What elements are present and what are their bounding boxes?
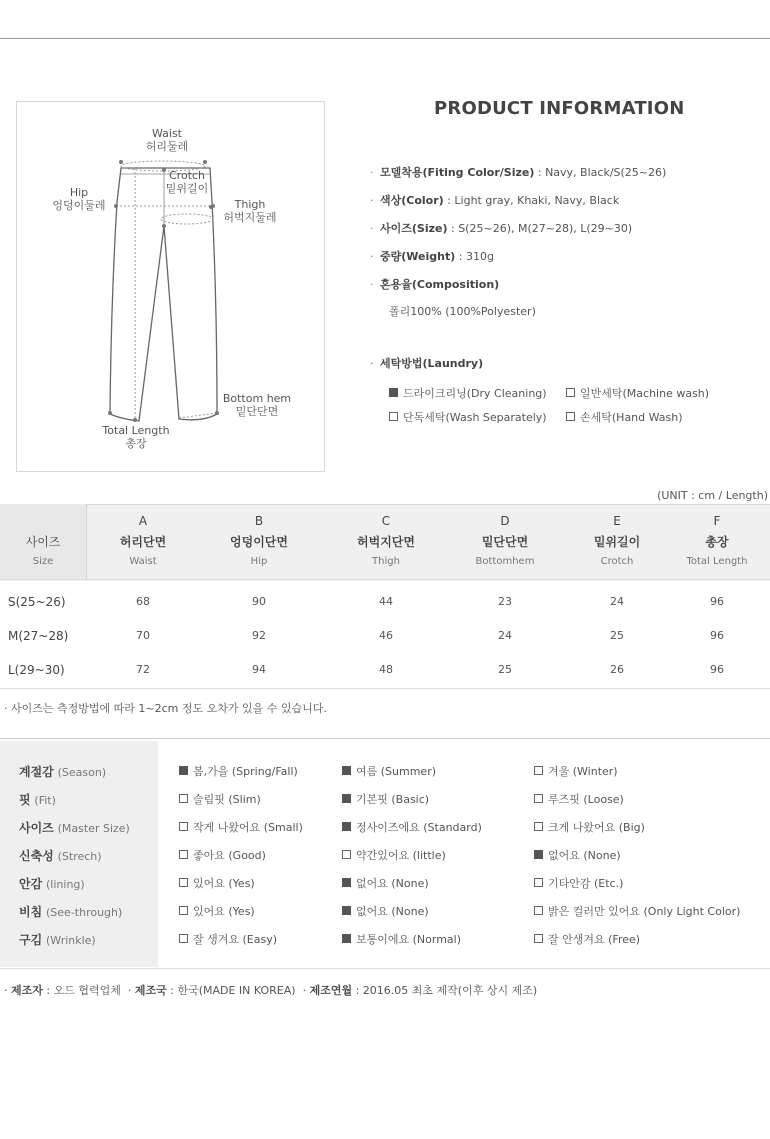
checkbox-icon bbox=[342, 766, 351, 775]
column-header-en: Bottomhem bbox=[475, 556, 535, 567]
table-cell: 96 bbox=[710, 629, 724, 642]
info-laundry: · 세탁방법(Laundry) bbox=[370, 357, 484, 370]
checkbox-icon bbox=[534, 794, 543, 803]
attribute-label bbox=[19, 931, 96, 948]
attribute-option bbox=[534, 791, 624, 807]
table-divider bbox=[0, 579, 770, 580]
row-size-label: L(29~30) bbox=[8, 663, 65, 677]
checkbox-icon bbox=[342, 878, 351, 887]
total-length-label: Total Length 총장 bbox=[102, 424, 170, 450]
checkbox-icon bbox=[534, 878, 543, 887]
table-cell: 24 bbox=[610, 595, 624, 608]
attribute-name-ko: 비침 bbox=[19, 905, 43, 919]
attribute-label bbox=[19, 791, 56, 808]
checkbox-icon bbox=[342, 934, 351, 943]
option-label: 있어요 (Yes) bbox=[193, 877, 255, 890]
attribute-option bbox=[179, 819, 303, 835]
top-divider bbox=[0, 38, 770, 39]
checkbox-icon bbox=[534, 906, 543, 915]
attribute-label bbox=[19, 763, 106, 780]
attribute-option bbox=[342, 763, 436, 779]
column-header-ko: 허벅지단면 bbox=[357, 535, 415, 549]
attribute-name-en: (Fit) bbox=[34, 794, 56, 807]
info-composition: · 혼용율(Composition) bbox=[370, 278, 500, 291]
attribute-name-ko: 구김 bbox=[19, 933, 43, 947]
attribute-option bbox=[179, 763, 298, 779]
table-cell: 46 bbox=[379, 629, 393, 642]
waist-label: Waist 허리둘레 bbox=[145, 127, 189, 153]
checkbox-icon bbox=[179, 766, 188, 775]
attribute-name-ko: 핏 bbox=[19, 793, 31, 807]
checkbox-icon bbox=[179, 906, 188, 915]
attribute-name-en: (lining) bbox=[46, 878, 85, 891]
option-label: 없어요 (None) bbox=[356, 877, 429, 890]
attributes-top-divider bbox=[0, 738, 770, 739]
option-label: 기타안감 (Etc.) bbox=[548, 877, 624, 890]
attribute-option bbox=[342, 791, 429, 807]
option-label: 밝은 컬러만 있어요 (Only Light Color) bbox=[548, 905, 741, 918]
measurement-diagram bbox=[16, 101, 325, 472]
checkbox-icon bbox=[179, 878, 188, 887]
checkbox-icon bbox=[179, 850, 188, 859]
attribute-option bbox=[534, 903, 740, 919]
option-label: 잘 생겨요 (Easy) bbox=[193, 933, 278, 946]
unit-label: (UNIT : cm / Length) bbox=[657, 489, 768, 502]
checkbox-icon bbox=[179, 822, 188, 831]
attribute-option bbox=[342, 903, 429, 919]
attribute-name-en: (See-through) bbox=[46, 906, 123, 919]
laundry-hand-wash: 손세탁(Hand Wash) bbox=[566, 409, 683, 425]
option-label: 없어요 (None) bbox=[356, 905, 429, 918]
column-header-ko: 엉덩이단면 bbox=[230, 535, 288, 549]
attribute-name-en: (Master Size) bbox=[57, 822, 130, 835]
attribute-name-ko: 신축성 bbox=[19, 849, 54, 863]
attributes-bottom-divider bbox=[0, 968, 770, 969]
column-header-en: Waist bbox=[129, 556, 157, 567]
option-label: 크게 나왔어요 (Big) bbox=[548, 821, 645, 834]
attribute-name-en: (Wrinkle) bbox=[46, 934, 96, 947]
column-header-en: Crotch bbox=[600, 556, 634, 567]
attribute-option bbox=[534, 931, 640, 947]
attribute-option bbox=[342, 847, 446, 863]
column-letter: B bbox=[254, 514, 264, 528]
option-label: 좋아요 (Good) bbox=[193, 849, 266, 862]
maker-value: : 오드 협력업체 bbox=[46, 984, 121, 997]
attribute-option bbox=[179, 875, 255, 891]
table-cell: 44 bbox=[379, 595, 393, 608]
column-letter: C bbox=[381, 514, 391, 528]
column-header-en: Hip bbox=[250, 556, 268, 567]
column-header-en: Thigh bbox=[372, 556, 400, 567]
option-label: 기본핏 (Basic) bbox=[356, 793, 430, 806]
table-cell: 72 bbox=[136, 663, 150, 676]
table-cell: 92 bbox=[252, 629, 266, 642]
info-weight: · 중량(Weight) : 310g bbox=[370, 250, 494, 263]
row-size-label: M(27~28) bbox=[8, 629, 69, 643]
option-label: 루즈핏 (Loose) bbox=[548, 793, 624, 806]
table-cell: 48 bbox=[379, 663, 393, 676]
checkbox-icon bbox=[342, 906, 351, 915]
option-label: 여름 (Summer) bbox=[356, 765, 437, 778]
checkbox-icon bbox=[534, 822, 543, 831]
option-label: 슬림핏 (Slim) bbox=[193, 793, 261, 806]
option-label: 약간있어요 (little) bbox=[356, 849, 446, 862]
attribute-option bbox=[342, 931, 461, 947]
table-cell: 70 bbox=[136, 629, 150, 642]
bottom-hem-label: Bottom hem 밑단단면 bbox=[222, 392, 292, 418]
option-label: 있어요 (Yes) bbox=[193, 905, 255, 918]
table-cell: 90 bbox=[252, 595, 266, 608]
checkbox-icon bbox=[534, 934, 543, 943]
country-key: 제조국 bbox=[134, 984, 167, 997]
info-size: · 사이즈(Size) : S(25~26), M(27~28), L(29~30) bbox=[370, 222, 633, 235]
column-header-ko: 총장 bbox=[705, 535, 729, 549]
checkbox-icon bbox=[179, 794, 188, 803]
size-header-en: Size bbox=[32, 556, 54, 567]
attribute-option bbox=[534, 819, 645, 835]
table-cell: 25 bbox=[498, 663, 512, 676]
checkbox-icon bbox=[389, 412, 398, 421]
checkbox-icon bbox=[342, 794, 351, 803]
attribute-option bbox=[534, 847, 621, 863]
attribute-name-en: (Strech) bbox=[57, 850, 102, 863]
attribute-option bbox=[179, 903, 255, 919]
size-header-ko: 사이즈 bbox=[25, 535, 61, 549]
table-bottom-divider bbox=[0, 688, 770, 689]
thigh-label: Thigh 허벅지둘레 bbox=[223, 198, 277, 224]
attribute-option bbox=[179, 931, 277, 947]
checkbox-icon bbox=[566, 388, 575, 397]
column-letter: A bbox=[138, 514, 148, 528]
option-label: 보통이에요 (Normal) bbox=[356, 933, 462, 946]
checkbox-icon bbox=[389, 388, 398, 397]
attribute-name-ko: 계절감 bbox=[19, 765, 54, 779]
option-label: 없어요 (None) bbox=[548, 849, 621, 862]
column-letter: F bbox=[713, 514, 721, 528]
info-color: · 색상(Color) : Light gray, Khaki, Navy, Black bbox=[370, 194, 620, 207]
hip-label: Hip 엉덩이둘레 bbox=[52, 186, 106, 212]
attribute-name-en: (Season) bbox=[57, 766, 107, 779]
maker-key: 제조자 bbox=[11, 984, 43, 997]
laundry-machine-wash: 일반세탁(Machine wash) bbox=[566, 385, 709, 401]
table-cell: 26 bbox=[610, 663, 624, 676]
attribute-name-ko: 안감 bbox=[19, 877, 43, 891]
column-header-ko: 허리단면 bbox=[119, 535, 167, 549]
option-label: 정사이즈에요 (Standard) bbox=[356, 821, 482, 834]
table-cell: 24 bbox=[498, 629, 512, 642]
attribute-label bbox=[19, 875, 85, 892]
table-cell: 23 bbox=[498, 595, 512, 608]
checkbox-icon bbox=[534, 766, 543, 775]
checkbox-icon bbox=[342, 850, 351, 859]
info-fitting: · 모델착용(Fiting Color/Size) : Navy, Black/S(25~26) bbox=[370, 166, 667, 179]
option-label: 잘 안생겨요 (Free) bbox=[548, 933, 641, 946]
checkbox-icon bbox=[534, 850, 543, 859]
crotch-label: Crotch 밑위길이 bbox=[165, 169, 209, 195]
attribute-option bbox=[179, 847, 266, 863]
composition-value: 폴리100% (100%Polyester) bbox=[389, 305, 536, 318]
product-info-title: PRODUCT INFORMATION bbox=[434, 98, 685, 119]
attribute-option bbox=[534, 875, 623, 891]
column-letter: D bbox=[500, 514, 510, 528]
table-cell: 96 bbox=[710, 595, 724, 608]
manufacturer-info: · 제조자 : 오드 협력업체 · 제조국 : 한국(MADE IN KOREA) · 제조연월 : 2016.05 최초 제작(이후 상시 제조) bbox=[4, 984, 538, 997]
attribute-label bbox=[19, 819, 130, 836]
attribute-option bbox=[342, 819, 482, 835]
date-value: : 2016.05 최초 제작(이후 상시 제조) bbox=[355, 984, 538, 997]
table-cell: 68 bbox=[136, 595, 150, 608]
checkbox-icon bbox=[342, 822, 351, 831]
attribute-option bbox=[342, 875, 429, 891]
attribute-option bbox=[179, 791, 261, 807]
table-cell: 96 bbox=[710, 663, 724, 676]
column-header-en: Total Length bbox=[686, 556, 748, 567]
option-label: 겨울 (Winter) bbox=[548, 765, 618, 778]
table-cell: 25 bbox=[610, 629, 624, 642]
attribute-name-ko: 사이즈 bbox=[19, 821, 54, 835]
attribute-label bbox=[19, 903, 122, 920]
checkbox-icon bbox=[566, 412, 575, 421]
option-label: 봄,가을 (Spring/Fall) bbox=[193, 765, 298, 778]
date-key: 제조연월 bbox=[309, 984, 353, 997]
column-header-ko: 밑위길이 bbox=[593, 535, 641, 549]
table-cell: 94 bbox=[252, 663, 266, 676]
checkbox-icon bbox=[179, 934, 188, 943]
option-label: 작게 나왔어요 (Small) bbox=[193, 821, 303, 834]
size-note: · 사이즈는 측정방법에 따라 1~2cm 정도 오차가 있을 수 있습니다. bbox=[4, 702, 327, 715]
country-value: : 한국(MADE IN KOREA) bbox=[170, 984, 296, 997]
laundry-dry-cleaning: 드라이크리닝(Dry Cleaning) bbox=[389, 385, 547, 401]
column-header-ko: 밑단단면 bbox=[481, 535, 529, 549]
column-letter: E bbox=[613, 514, 621, 528]
laundry-wash-separately: 단독세탁(Wash Separately) bbox=[389, 409, 547, 425]
row-size-label: S(25~26) bbox=[8, 595, 66, 609]
attribute-option bbox=[534, 763, 618, 779]
attribute-label bbox=[19, 847, 102, 864]
